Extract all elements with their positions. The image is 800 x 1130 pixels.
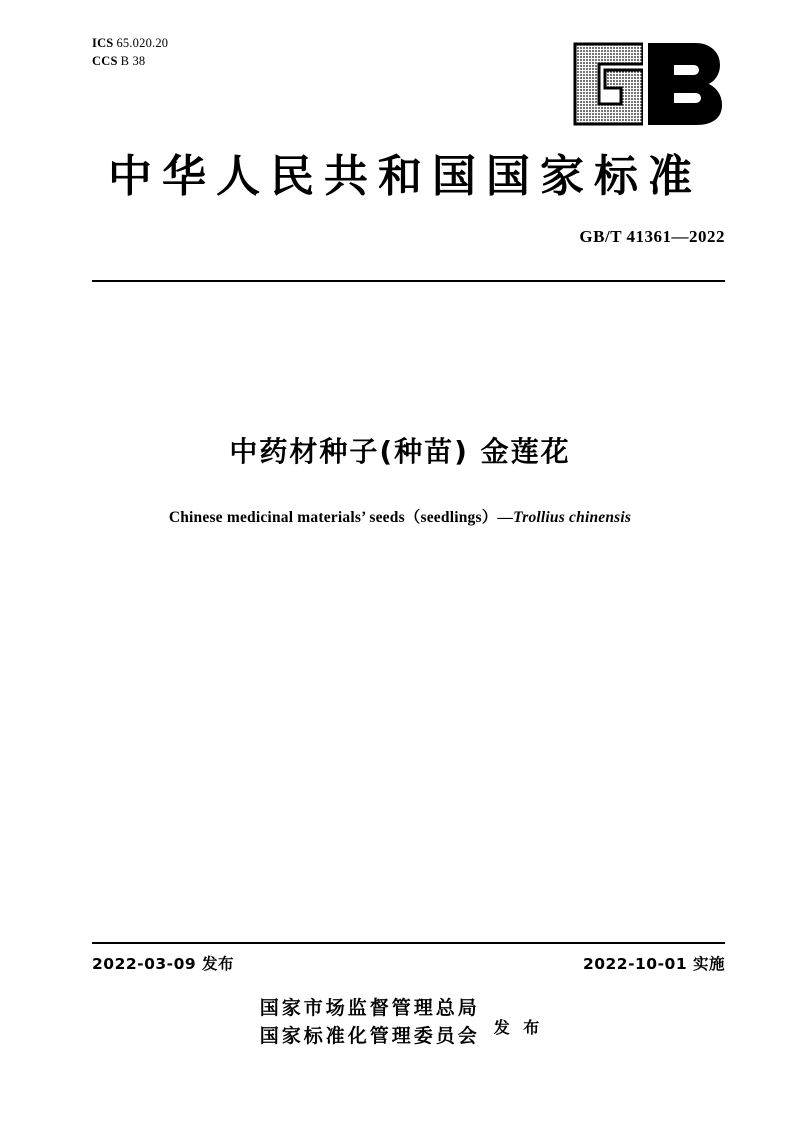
document-title-chinese: 中药材种子(种苗) 金莲花 — [229, 435, 571, 468]
document-title-species-name: Trollius chinensis — [513, 509, 632, 526]
issuer-names — [257, 995, 480, 1050]
gb-emblem-icon — [565, 38, 725, 130]
issue-date: 2022-03-09 发布 — [92, 955, 235, 973]
national-standard-title: 中华人民共和国国家标准 — [108, 151, 702, 202]
ccs-code-row — [92, 52, 168, 70]
ics-value: 65.020.20 — [116, 36, 169, 50]
implementation-date: 2022-10-01 实施 — [582, 955, 725, 973]
ccs-value: B 38 — [120, 54, 146, 69]
header-divider — [92, 280, 725, 282]
ics-label: ICS — [92, 36, 114, 50]
standard-number: GB/T 41361—2022 — [579, 227, 725, 246]
issuer-line-2: 国家标准化管理委员会 — [259, 1024, 480, 1047]
issue-verb: 发 布 — [493, 1018, 544, 1038]
ccs-label: CCS — [92, 54, 118, 69]
document-title-english — [0, 505, 800, 527]
issuing-organizations — [0, 995, 800, 1050]
ics-code-row — [92, 34, 168, 52]
document-title-english-prefix: Chinese medicinal materials’ seeds（seedlings）— — [168, 509, 514, 526]
classification-codes — [92, 34, 168, 70]
issuer-line-1: 国家市场监督管理总局 — [259, 997, 480, 1019]
footer-divider — [92, 942, 725, 944]
